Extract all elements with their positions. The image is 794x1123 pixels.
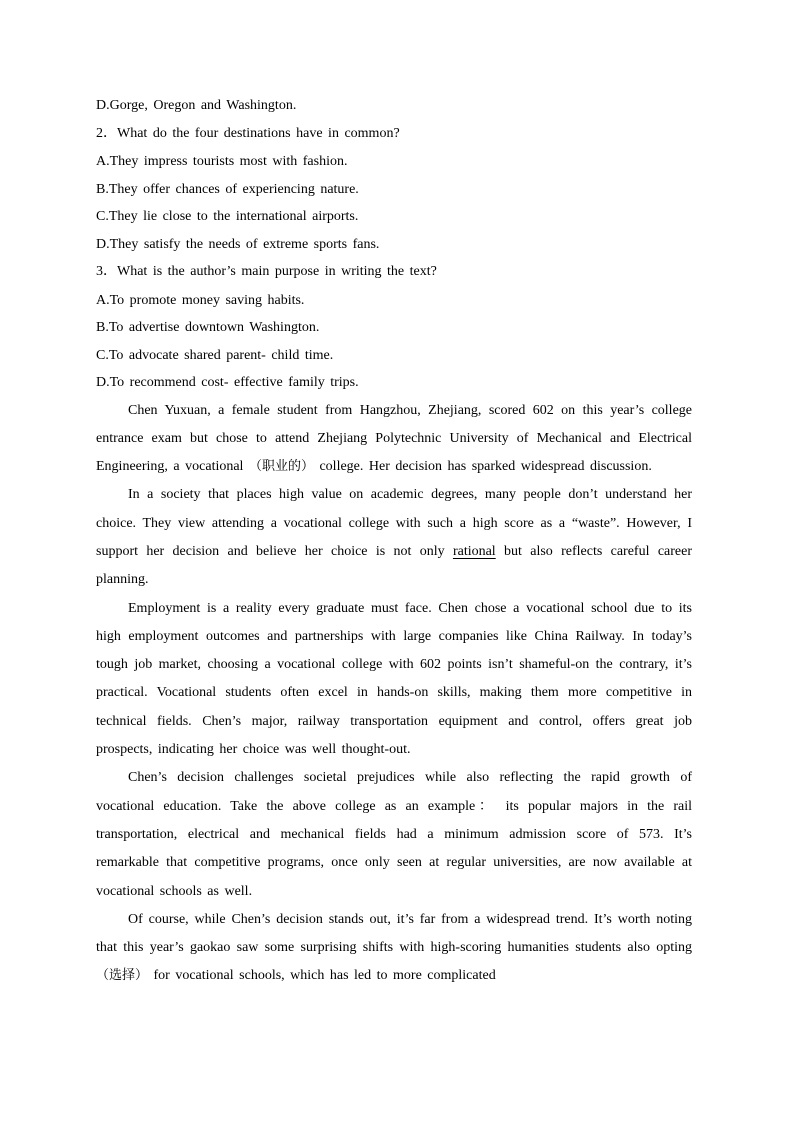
passage-paragraph-5	[96, 906, 692, 991]
p1-text-start: Chen Yuxuan, a female student from Hangzhou, Zhejiang, scored 602 on this year’s college entrance exam but chose to attend Zhejiang Polytechnic University of Mechanical and Electrical Engineering, a vocational	[96, 402, 692, 475]
passage-paragraph-2	[96, 481, 692, 594]
q1-option-d: D.Gorge, Oregon and Washington.	[96, 98, 297, 113]
q3-option-d: D.To recommend cost- effective family trips.	[96, 375, 359, 390]
passage-paragraph-4: Chen’s decision challenges societal prejudices while also reflecting the rapid growth of vocational education. Take the above college as an example： its popular majors in the rail transportation, electrical and mechanical fields had a minimum admission score of 573. It’s remarkable that competitive programs, once only seen at regular universities, are now available at vocational schools as well.	[96, 770, 692, 899]
q3-option-c: C.To advocate shared parent- child time.	[96, 347, 334, 363]
p5-gloss: （选择）	[96, 968, 149, 984]
q2-option-c: C.They lie close to the international airports.	[96, 209, 359, 224]
p1-gloss: （职业的）	[248, 459, 314, 475]
p5-text-start: Of course, while Chen’s decision stands out, it’s far from a widespread trend. It’s worth noting that this year’s gaokao saw some surprising shifts with high-scoring humanities students also opting	[96, 911, 692, 956]
q3-option-a: A.To promote money saving habits.	[96, 292, 305, 308]
underlined-word: rational	[452, 543, 496, 559]
question-3-stem: 3．What is the author’s main purpose in writing the text?	[96, 264, 437, 279]
q3-option-b: B.To advertise downtown Washington.	[96, 320, 320, 335]
q2-option-b: B.They offer chances of experiencing nature.	[96, 181, 359, 197]
passage-paragraph-3: Employment is a reality every graduate must face. Chen chose a vocational school due to its high employment outcomes and partnerships with large companies like China Railway. In today’s tough job market, choosing a vocational college with 602 points isn’t shameful-on the contrary, it’s practical. Vocational students often excel in hands-on skills, making them more competitive in technical fields. Chen’s major, railway transportation equipment and control, offers great job prospects, indicating her choice was well thought-out.	[96, 600, 692, 758]
p2-text-start: In a society that places high value on academic degrees, many people don’t understand her choice. They view attending a vocational college with such a high score as a “waste”. However, I support her decision and believe her choice is not only	[96, 487, 692, 559]
q2-option-a: A.They impress tourists most with fashion.	[96, 154, 348, 169]
question-2-stem: 2．What do the four destinations have in common?	[96, 125, 400, 141]
p2-text-end: but also reflects careful career planning.	[96, 543, 692, 588]
q2-option-d: D.They satisfy the needs of extreme sports fans.	[96, 236, 380, 252]
p5-text-end: for vocational schools, which has led to more complicated	[148, 968, 496, 984]
passage-paragraph-1	[96, 397, 692, 482]
p1-text-end: college. Her decision has sparked widespread discussion.	[313, 459, 652, 475]
document-body	[96, 92, 692, 991]
